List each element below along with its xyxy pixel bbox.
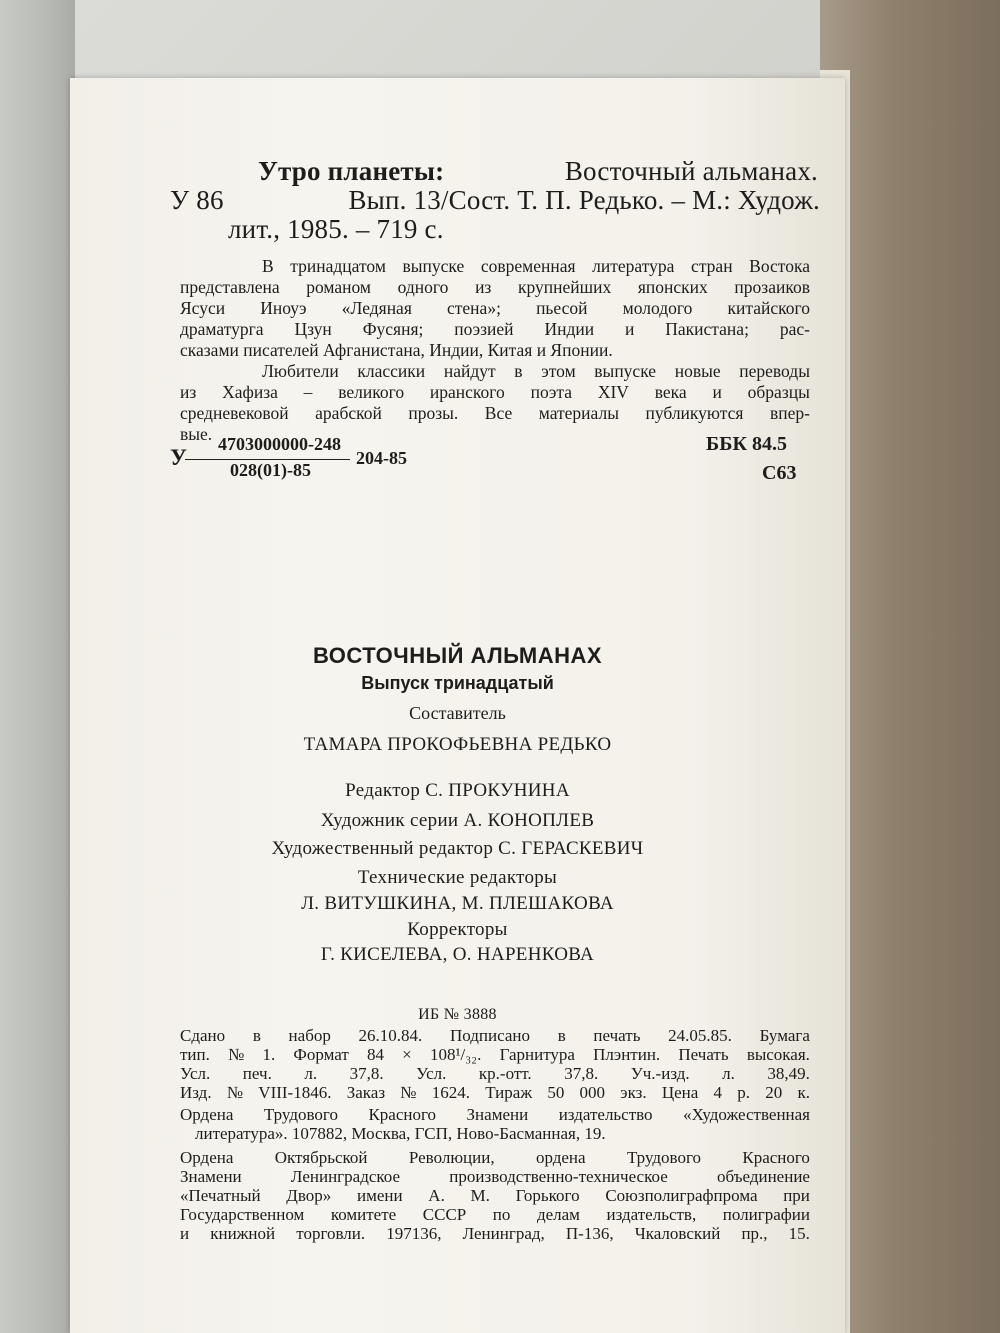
almanac-title: ВОСТОЧНЫЙ АЛЬМАНАХ: [312, 643, 603, 668]
imprint-line: и книжной торговли. 197136, Ленинград, П-136, Чкаловский пр., 15.: [180, 1224, 810, 1243]
imprint-line: Ордена Октябрьской Революции, ордена Трудового Красного: [180, 1148, 810, 1167]
abstract-line: средневековой арабской прозы. Все материалы публикуются впер-: [180, 403, 810, 423]
book-cover-left: [0, 0, 75, 1333]
credit-tech-editors: Л. ВИТУШКИНА, М. ПЛЕШАКОВА: [301, 893, 614, 914]
imprint-line: Государственном комитете СССР по делам издательств, полиграфии: [180, 1205, 810, 1224]
abstract-line: из Хафиза – великого иранского поэта XIV века и образцы: [180, 382, 810, 402]
credit-proofreaders: Г. КИСЕЛЕВА, О. НАРЕНКОВА: [320, 944, 595, 965]
imprint-line: Сдано в набор 26.10.84. Подписано в печать 24.05.85. Бумага: [180, 1026, 810, 1045]
credit-series-artist: Художник серии А. КОНОПЛЕВ: [320, 810, 595, 831]
compiler-name: ТАМАРА ПРОКОФЬЕВНА РЕДЬКО: [303, 734, 612, 755]
ib-number: ИБ № 3888: [418, 1006, 497, 1023]
bibliography-code: У 86: [170, 185, 224, 215]
abstract-line: вые.: [180, 424, 213, 444]
classification-prefix: У: [170, 445, 187, 470]
book-page: [70, 78, 845, 1333]
bbk-label: ББК 84.5: [706, 433, 787, 455]
credit-tech-editors-label: Технические редакторы: [357, 867, 558, 888]
imprint-line: Изд. № VIII-1846. Заказ № 1624. Тираж 50 000 экз. Цена 4 р. 20 к.: [180, 1083, 810, 1102]
abstract-line: Ясуси Иноуэ «Ледяная стена»; пьесой молодого китайского: [180, 298, 810, 318]
imprint-line: «Печатный Двор» имени А. М. Горького Союзполиграфпрома при: [180, 1186, 810, 1205]
classification-suffix: 204-85: [356, 448, 407, 468]
almanac-issue: Выпуск тринадцатый: [361, 673, 554, 693]
credit-editor: Редактор С. ПРОКУНИНА: [345, 780, 570, 801]
abstract-line: Любители классики найдут в этом выпуске новые переводы: [262, 361, 810, 381]
bibliography-title: Утро планеты:: [258, 156, 445, 186]
bibliography-line-1: [258, 156, 818, 187]
classification-numerator: 4703000000-248: [218, 434, 341, 454]
abstract-line: сказами писателей Афганистана, Индии, Китая и Японии.: [180, 340, 613, 360]
imprint-line: Знамени Ленинградское производственно-техническое объединение: [180, 1167, 810, 1186]
abstract-line: драматурга Цзун Фусяня; поэзией Индии и Пакистана; рас-: [180, 319, 810, 339]
abstract-line: представлена романом одного из крупнейших японских прозаиков: [180, 277, 810, 297]
classification-denominator: 028(01)-85: [230, 460, 311, 480]
imprint-line: Ордена Трудового Красного Знамени издательство «Художественная: [180, 1105, 810, 1124]
credit-proofreaders-label: Корректоры: [407, 919, 508, 940]
compiler-label: Составитель: [409, 703, 506, 723]
bibliography-subtitle: Восточный альманах.: [564, 156, 818, 186]
imprint-line: Усл. печ. л. 37,8. Усл. кр.-отт. 37,8. Уч.-изд. л. 38,49.: [180, 1064, 810, 1083]
credit-art-editor: Художественный редактор С. ГЕРАСКЕВИЧ: [271, 838, 644, 859]
bbk-code: С63: [762, 462, 797, 484]
imprint-line: литература». 107882, Москва, ГСП, Ново-Басманная, 19.: [195, 1124, 606, 1143]
abstract-line: В тринадцатом выпуске современная литература стран Востока: [262, 256, 810, 276]
bibliography-line-3: лит., 1985. – 719 с.: [228, 214, 444, 244]
imprint-line: тип. № 1. Формат 84 × 108¹/₃₂. Гарнитура Плэнтин. Печать высокая.: [180, 1045, 810, 1064]
bibliography-line-2: [170, 185, 820, 216]
bibliography-issue-info: Вып. 13/Сост. Т. П. Редько. – М.: Худож.: [348, 185, 820, 215]
